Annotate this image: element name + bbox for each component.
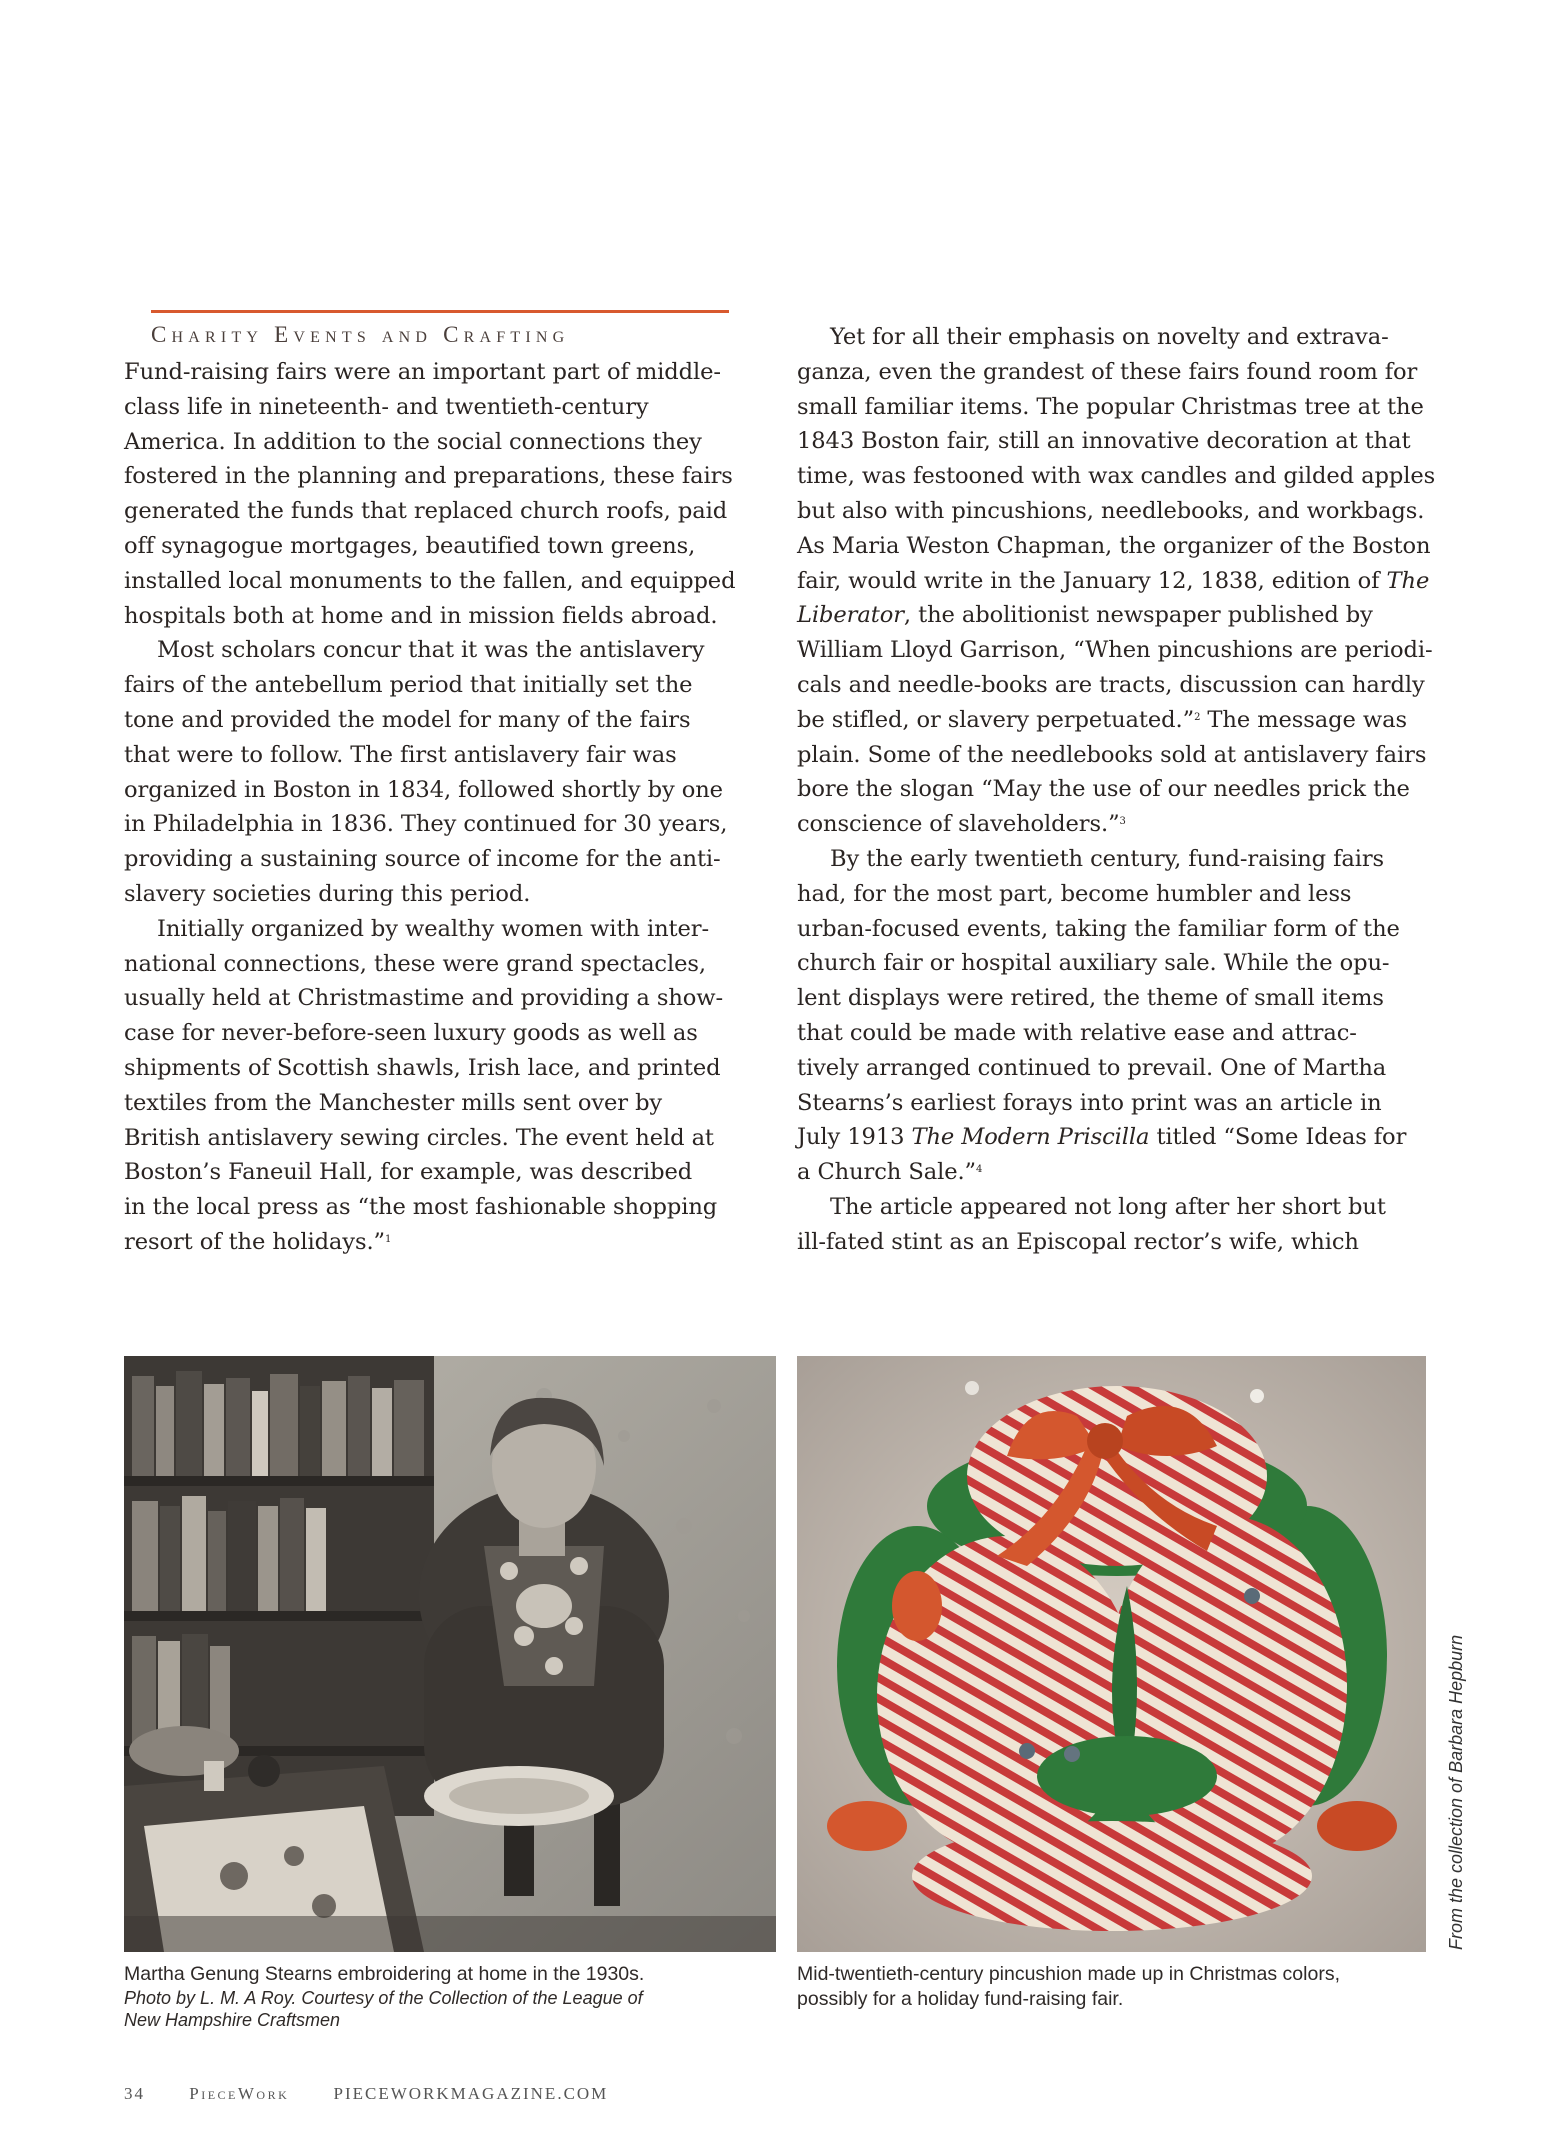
- right-text-line: conscience of slaveholders.”$^3$: [797, 811, 1126, 838]
- left-photo-credit-line1: Photo by L. M. A Roy. Courtesy of the Collection of the League of: [124, 1988, 643, 2008]
- right-text-line: urban-focused events, taking the familiar form of the: [797, 915, 1400, 942]
- right-text-line: small familiar items. The popular Christmas tree at the: [797, 393, 1424, 420]
- left-text-line: fostered in the planning and preparations, these fairs: [124, 463, 733, 490]
- right-text-line: Yet for all their emphasis on novelty and extrava-: [830, 324, 1389, 350]
- left-text-line: providing a sustaining source of income for the anti-: [124, 846, 721, 873]
- right-article-column: [797, 320, 1437, 1260]
- right-text-line: time, was festooned with wax candles and gilded apples: [797, 463, 1436, 490]
- right-text-line: fair, would write in the January 12, 1838, edition of The: [797, 567, 1430, 594]
- left-text-line: generated the funds that replaced church roofs, paid: [124, 498, 728, 525]
- right-photo-caption: [797, 1962, 1437, 2012]
- left-text-line: shipments of Scottish shawls, Irish lace, and printed: [124, 1054, 721, 1081]
- footnote-marker: 2: [1194, 711, 1201, 723]
- right-text-line: be stifled, or slavery perpetuated.”$^2$ The message was: [797, 706, 1407, 733]
- left-text-line: hospitals both at home and in mission fields abroad.: [124, 602, 718, 629]
- right-text-line: plain. Some of the needlebooks sold at antislavery fairs: [797, 741, 1427, 768]
- right-text-line: 1843 Boston fair, still an innovative decoration at that: [797, 428, 1411, 455]
- left-text-line: national connections, these were grand spectacles,: [124, 950, 706, 977]
- right-text-line: ill-fated stint as an Episcopal rector’s wife, which: [797, 1228, 1359, 1255]
- left-photo-caption: [124, 1962, 764, 2031]
- footnote-marker: 1: [385, 1233, 392, 1245]
- right-text-line: lent displays were retired, the theme of small items: [797, 985, 1384, 1012]
- right-text-line: William Lloyd Garrison, “When pincushions are periodi-: [797, 637, 1433, 664]
- footnote-marker: 4: [976, 1164, 983, 1176]
- right-photo-side-credit: From the collection of Barbara Hepburn: [1446, 1634, 1466, 1950]
- left-photo-credit-line2: New Hampshire Craftsmen: [124, 2010, 341, 2030]
- left-text-line: organized in Boston in 1834, followed shortly by one: [124, 776, 723, 803]
- left-text-line: class life in nineteenth- and twentieth-century: [124, 393, 649, 420]
- page-number: 34: [124, 2084, 145, 2103]
- pincushion-photo-art: [797, 1356, 1426, 1952]
- left-text-line: in Philadelphia in 1836. They continued for 30 years,: [124, 811, 728, 838]
- footnote-marker: 3: [1119, 816, 1126, 828]
- magazine-name: PieceWork: [189, 2084, 290, 2103]
- left-text-line: British antislavery sewing circles. The event held at: [124, 1124, 714, 1151]
- left-text-line: tone and provided the model for many of the fairs: [124, 706, 691, 733]
- page-footer: [124, 2084, 646, 2104]
- right-text-line: Liberator, the abolitionist newspaper published by: [797, 602, 1373, 629]
- left-text-line: Initially organized by wealthy women with inter-: [157, 915, 710, 942]
- left-text-line: off synagogue mortgages, beautified town greens,: [124, 532, 696, 559]
- right-text-line: By the early twentieth century, fund-raising fairs: [830, 845, 1385, 872]
- right-text-line: ganza, even the grandest of these fairs found room for: [797, 358, 1418, 385]
- left-text-line: Fund-raising fairs were an important part of middle-: [124, 359, 721, 385]
- left-text-line: case for never-before-seen luxury goods as well as: [124, 1020, 698, 1047]
- right-text-line: tively arranged continued to prevail. One of Martha: [797, 1054, 1387, 1081]
- embroidering-photo-art: [124, 1356, 776, 1952]
- section-rule: [151, 310, 729, 313]
- section-heading: Charity Events and Crafting: [151, 322, 570, 347]
- right-text-line: As Maria Weston Chapman, the organizer of the Boston: [797, 532, 1431, 559]
- right-text-line: July 1913 The Modern Priscilla titled “Some Ideas for: [797, 1124, 1407, 1151]
- left-text-line: textiles from the Manchester mills sent over by: [124, 1089, 663, 1116]
- left-text-line: slavery societies during this period.: [124, 880, 531, 907]
- left-text-line: in the local press as “the most fashionable shopping: [124, 1194, 718, 1221]
- pincushion-photo: [797, 1356, 1426, 1952]
- left-article-column: [124, 355, 754, 1260]
- left-text-line: Most scholars concur that it was the antislavery: [157, 637, 705, 664]
- left-text-line: fairs of the antebellum period that initially set the: [124, 672, 693, 699]
- left-text-line: America. In addition to the social connections they: [124, 428, 702, 455]
- right-text-line: cals and needle-books are tracts, discussion can hardly: [797, 671, 1425, 698]
- right-caption-line2: possibly for a holiday fund-raising fair.: [797, 1988, 1124, 2010]
- right-text-line: had, for the most part, become humbler and less: [797, 880, 1352, 907]
- right-text-line: but also with pincushions, needlebooks, and workbags.: [797, 497, 1425, 524]
- left-text-line: resort of the holidays.”$^1$: [124, 1228, 392, 1255]
- right-text-line: a Church Sale.”$^4$: [797, 1159, 983, 1186]
- left-text-line: usually held at Christmastime and providing a show-: [124, 985, 724, 1012]
- left-text-line: that were to follow. The first antislavery fair was: [124, 741, 677, 768]
- right-text-line: bore the slogan “May the use of our needles prick the: [797, 776, 1410, 803]
- left-text-line: installed local monuments to the fallen, and equipped: [124, 567, 736, 594]
- left-caption-text: Martha Genung Stearns embroidering at home in the 1930s.: [124, 1963, 645, 1985]
- right-text-line: Stearns’s earliest forays into print was an article in: [797, 1089, 1382, 1116]
- website-url: PIECEWORKMAGAZINE.COM: [333, 2084, 609, 2103]
- right-text-line: church fair or hospital auxiliary sale. While the opu-: [797, 950, 1390, 977]
- right-caption-line1: Mid-twentieth-century pincushion made up in Christmas colors,: [797, 1963, 1340, 1985]
- right-text-line: The article appeared not long after her short but: [830, 1193, 1386, 1220]
- stearns-embroidering-photo: [124, 1356, 776, 1952]
- left-text-line: Boston’s Faneuil Hall, for example, was described: [124, 1159, 693, 1186]
- right-text-line: that could be made with relative ease and attrac-: [797, 1019, 1357, 1046]
